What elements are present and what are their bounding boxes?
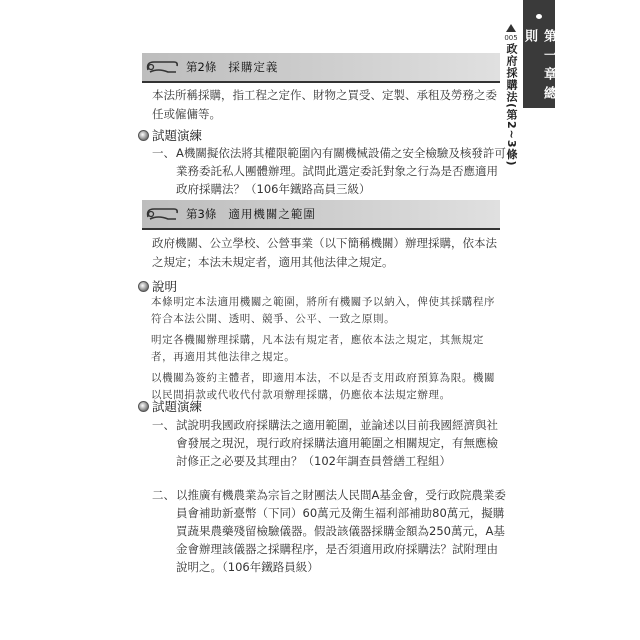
scroll-ornament-icon (144, 203, 180, 225)
article-banner-2 (142, 53, 500, 81)
explanation-paragraph: 以機關為簽約主體者，即適用本法，不以是否支用政府預算為限。機關以民間捐款或代收代付款項辦理採購，仍應依本法規定辦理。 (151, 372, 496, 401)
exercise-heading-2: 試題演練 (138, 397, 202, 415)
chapter-label: 第一章總則 (522, 28, 556, 105)
article-banner-3 (142, 200, 500, 228)
scroll-ornament-icon (144, 56, 180, 78)
article-title: 採購定義 (228, 60, 279, 74)
explanation-body (151, 294, 506, 408)
exercise-1-question-1 (152, 144, 512, 200)
exercise-heading-1: 試題演練 (138, 126, 202, 144)
bullet-icon (138, 130, 149, 141)
bullet-icon (138, 401, 149, 412)
banner-underline (142, 81, 500, 83)
explanation-heading: 說明 (138, 277, 177, 295)
running-head-title: 政府採購法(第2~3條) (505, 43, 518, 167)
page-number: 005 (504, 34, 518, 42)
article-2-body: 本法所稱採購，指工程之定作、財物之買受、定製、承租及勞務之委任或僱傭等。 (152, 88, 497, 121)
question-lead: 一、 (152, 146, 175, 160)
tab-dot-icon (536, 14, 542, 19)
triangle-marker-icon (506, 24, 516, 32)
question-text: 以推廣有機農業為宗旨之財團法人民間A基金會，受行政院農業委員會補助新臺幣（下同）60萬元及衛生福利部補助80萬元，擬購買蔬果農藥殘留檢驗儀器。假設該儀器採購金額為250萬元，A基金會辦理該儀器之採購程序，是否須適用政府採購法？試附理由說明之。（106年鐵路員級） (176, 488, 506, 574)
banner-underline (142, 228, 500, 230)
explanation-paragraph: 本條明定本法適用機關之範圍，將所有機關予以納入，俾使其採購程序符合本法公開、透明、競爭、公平、一致之原則。 (151, 296, 496, 325)
exercise-2-question-1 (152, 416, 512, 472)
article-number: 第3條 (186, 207, 217, 221)
article-title: 適用機關之範圍 (228, 207, 316, 221)
bullet-icon (138, 281, 149, 292)
explanation-paragraph: 明定各機關辦理採購，凡本法有規定者，應依本法之規定，其無規定者，再適用其他法律之規定。 (151, 334, 484, 363)
question-lead: 一、 (152, 418, 175, 432)
article-number: 第2條 (186, 60, 217, 74)
question-text: A機關擬依法將其權限範圍內有關機械設備之安全檢驗及核發許可業務委託私人團體辦理。試問此選定委託對象之行為是否應適用政府採購法？（106年鐵路高員三級） (176, 146, 506, 196)
exercise-2-question-2 (152, 486, 512, 574)
question-lead: 二、 (152, 488, 175, 502)
article-3-body: 政府機關、公立學校、公營事業（以下簡稱機關）辦理採購，依本法之規定；本法未規定者，適用其他法律之規定。 (152, 236, 497, 269)
question-text: 試說明我國政府採購法之適用範圍，並論述以目前我國經濟與社會發展之現況，現行政府採購法適用範圍之相關規定，有無應檢討修正之必要及其理由？（102年調查員營繕工程組） (176, 418, 498, 468)
chapter-tab (523, 0, 555, 108)
